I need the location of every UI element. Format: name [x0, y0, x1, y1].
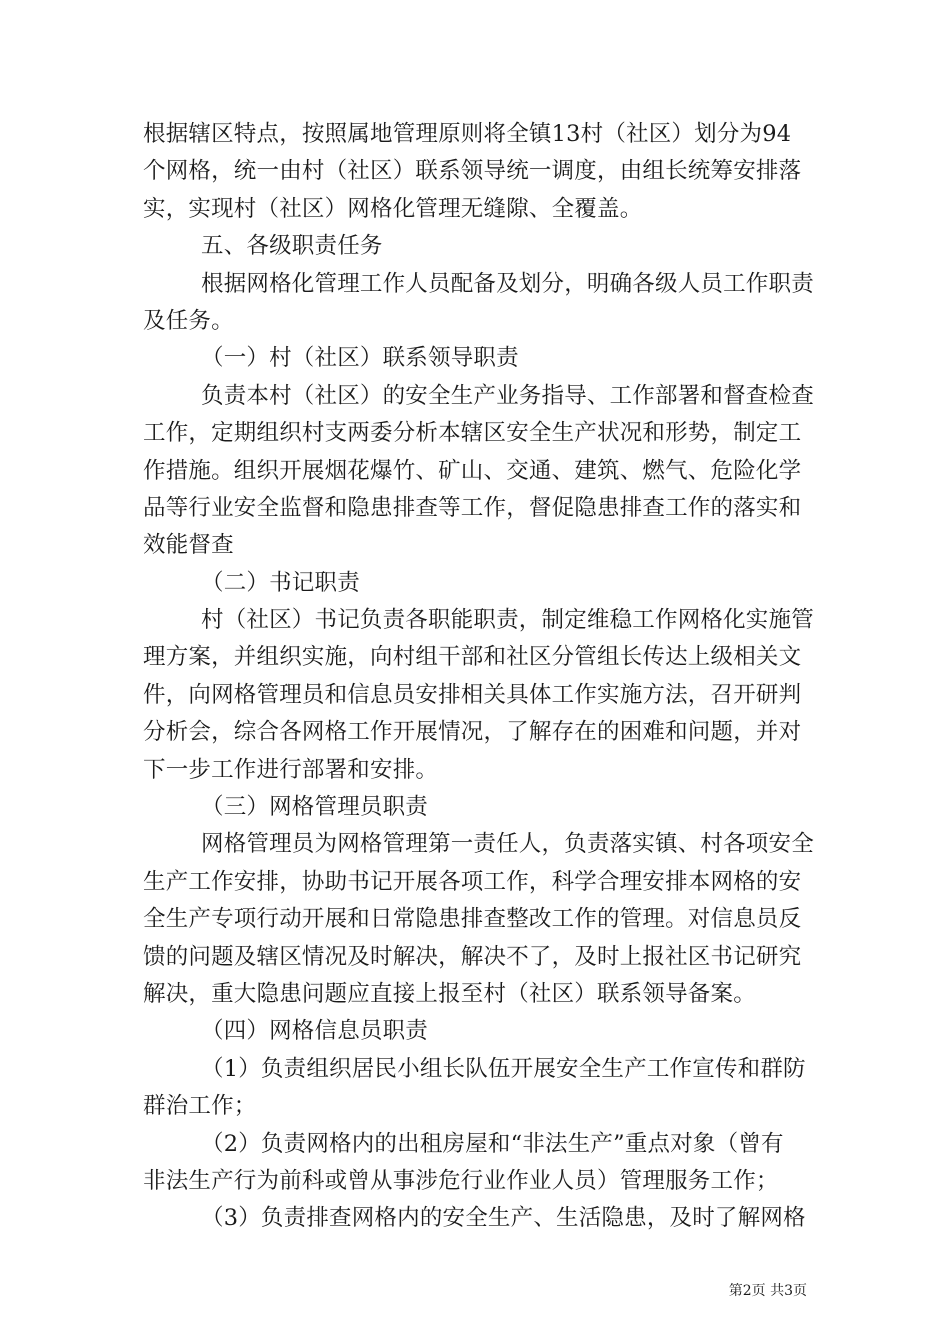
page-number-footer: 第2页 共3页 [728, 1283, 807, 1299]
paragraph-line: 理方案，并组织实施，向村组干部和社区分管组长传达上级相关文 [143, 644, 802, 671]
paragraph-line: 网格管理员为网格管理第一责任人，负责落实镇、村各项安全 [201, 831, 814, 858]
list-item-line: 群治工作； [143, 1093, 257, 1120]
paragraph-line: 负责本村（社区）的安全生产业务指导、工作部署和督查检查 [201, 382, 814, 409]
subsection-heading: （二）书记职责 [201, 569, 360, 596]
paragraph-line: 解决，重大隐患问题应直接上报至村（社区）联系领导备案。 [143, 980, 756, 1007]
paragraph-line: 件，向网格管理员和信息员安排相关具体工作实施方法，召开研判 [143, 681, 802, 708]
list-item-line: （2）负责网格内的出租房屋和“非法生产”重点对象（曾有 [201, 1130, 784, 1157]
paragraph-line: 根据辖区特点，按照属地管理原则将全镇13村（社区）划分为94 [143, 121, 792, 147]
subsection-heading: （一）村（社区）联系领导职责 [201, 345, 519, 372]
paragraph-line: 馈的问题及辖区情况及时解决，解决不了，及时上报社区书记研究 [143, 943, 802, 970]
subsection-heading: （四）网格信息员职责 [201, 1018, 429, 1045]
section-heading: 五、各级职责任务 [201, 233, 383, 260]
paragraph-line: 及任务。 [143, 307, 234, 334]
document-body [143, 116, 814, 1238]
paragraph-line: 根据网格化管理工作人员配备及划分，明确各级人员工作职责 [201, 270, 814, 297]
subsection-heading: （三）网格管理员职责 [201, 794, 429, 821]
paragraph-line: 下一步工作进行部署和安排。 [143, 756, 439, 783]
paragraph-line: 分析会，综合各网格工作开展情况，了解存在的困难和问题，并对 [143, 719, 802, 746]
paragraph-line: 全生产专项行动开展和日常隐患排查整改工作的管理。对信息员反 [143, 906, 802, 933]
paragraph-line: 个网格，统一由村（社区）联系领导统一调度，由组长统筹安排落 [143, 158, 802, 185]
paragraph-line: 实，实现村（社区）网格化管理无缝隙、全覆盖。 [143, 195, 643, 222]
paragraph-line: 工作，定期组织村支两委分析本辖区安全生产状况和形势，制定工 [143, 420, 802, 447]
list-item-line: （3）负责排查网格内的安全生产、生活隐患，及时了解网格 [201, 1205, 806, 1232]
paragraph-line: 效能督查 [143, 532, 234, 559]
paragraph-line: 生产工作安排，协助书记开展各项工作，科学合理安排本网格的安 [143, 868, 802, 895]
paragraph-line: 品等行业安全监督和隐患排查等工作，督促隐患排查工作的落实和 [143, 494, 802, 521]
paragraph-line: 村（社区）书记负责各职能职责，制定维稳工作网格化实施管 [201, 607, 814, 634]
list-item-line: 非法生产行为前科或曾从事涉危行业作业人员）管理服务工作； [143, 1167, 779, 1194]
list-item-line: （1）负责组织居民小组长队伍开展安全生产工作宣传和群防 [201, 1055, 806, 1082]
paragraph-line: 作措施。组织开展烟花爆竹、矿山、交通、建筑、燃气、危险化学 [143, 457, 802, 484]
